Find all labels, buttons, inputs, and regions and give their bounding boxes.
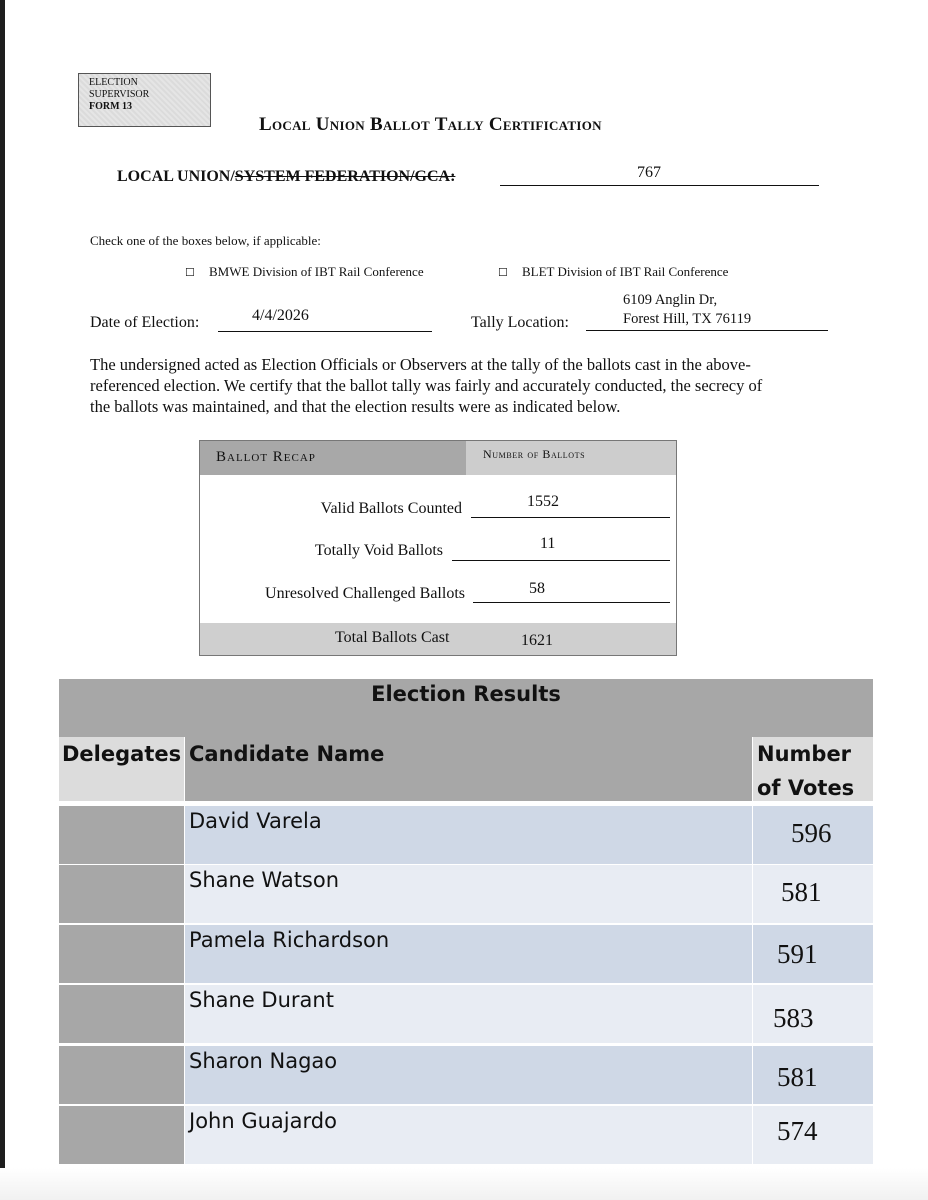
tally-location-label: Tally Location: — [471, 314, 569, 331]
table-row — [59, 985, 873, 1043]
column-header-delegates-label: Delegates — [62, 742, 182, 766]
table-row — [59, 925, 873, 983]
certification-text-line-1: The undersigned acted as Election Officials or Observers at the tally of the ballots cast in the above- — [90, 355, 751, 374]
local-union-label-main: LOCAL UNION/ — [117, 168, 235, 185]
recap-row-value-valid: 1552 — [527, 493, 559, 510]
election-date-label: Date of Election: — [90, 314, 200, 331]
table-row — [59, 806, 873, 864]
candidate-name: Sharon Nagao — [185, 1046, 752, 1104]
vote-count-cell — [753, 865, 873, 923]
recap-total-label: Total Ballots Cast — [335, 629, 450, 646]
recap-row-line-void — [452, 540, 670, 561]
column-header-candidate — [185, 737, 752, 801]
vote-count: 574 — [777, 1116, 818, 1146]
check-instruction: Check one of the boxes below, if applicable: — [90, 233, 321, 248]
ballot-recap-column-header — [466, 441, 676, 475]
local-union-value: 767 — [637, 164, 661, 181]
table-row — [59, 865, 873, 923]
delegate-cell — [59, 925, 184, 983]
recap-row-line-challenged — [473, 582, 670, 603]
delegate-cell — [59, 985, 184, 1043]
candidate-name: Shane Durant — [185, 985, 752, 1043]
vote-count-cell — [753, 985, 873, 1043]
vote-count-cell — [753, 1046, 873, 1104]
checkbox-blet[interactable]: ☐ — [498, 267, 508, 279]
delegate-cell — [59, 865, 184, 923]
recap-row-label-void: Totally Void Ballots — [314, 542, 443, 559]
table-row — [59, 1046, 873, 1104]
vote-count: 581 — [781, 877, 822, 907]
certification-text-line-2: referenced election. We certify that the ballot tally was fairly and accurately conducted, the secrecy of — [90, 376, 763, 395]
ballot-recap-column-header-label: Number of Ballots — [483, 447, 586, 461]
page-left-border — [0, 0, 5, 1200]
recap-total-value: 1621 — [521, 632, 553, 649]
candidate-name: David Varela — [185, 806, 752, 864]
ballot-recap-box — [199, 440, 677, 656]
recap-row-label-valid: Valid Ballots Counted — [320, 500, 462, 517]
vote-count-cell — [753, 925, 873, 983]
checkbox-bmwe[interactable]: ☐ — [185, 267, 195, 279]
candidate-name: Pamela Richardson — [185, 925, 752, 983]
local-union-label-struck: SYSTEM FEDERATION/GCA: — [234, 168, 456, 185]
candidate-name: John Guajardo — [185, 1106, 752, 1164]
candidate-name: Shane Watson — [185, 865, 752, 923]
certification-text — [90, 354, 842, 417]
delegate-cell — [59, 1106, 184, 1164]
vote-count: 581 — [777, 1062, 818, 1092]
delegate-cell — [59, 1046, 184, 1104]
vote-count-cell — [753, 806, 873, 864]
ballot-recap-header — [200, 441, 466, 475]
column-header-candidate-label: Candidate Name — [189, 742, 385, 766]
election-date-value: 4/4/2026 — [252, 307, 309, 324]
results-header — [59, 679, 873, 737]
vote-count-cell — [753, 1106, 873, 1164]
ballot-recap-total-row — [200, 623, 676, 655]
form-stamp — [78, 73, 211, 127]
local-union-label — [117, 168, 455, 186]
recap-row-value-challenged: 58 — [529, 580, 545, 597]
recap-row-line-valid — [471, 497, 670, 518]
column-header-votes — [753, 737, 873, 801]
column-header-votes-line-1: Number — [757, 742, 852, 766]
form-stamp-line-3: FORM 13 — [89, 101, 133, 112]
column-header-delegates — [59, 737, 184, 801]
form-stamp-line-1: ELECTION — [89, 77, 138, 88]
table-row — [59, 1106, 873, 1164]
recap-row-value-void: 11 — [540, 535, 556, 552]
vote-count: 596 — [791, 818, 832, 848]
tally-location-line-2: Forest Hill, TX 76119 — [623, 311, 752, 327]
document-title: Local Union Ballot Tally Certification — [259, 114, 602, 135]
delegate-cell — [59, 806, 184, 864]
column-header-votes-line-2: of Votes — [757, 776, 855, 800]
checkbox-bmwe-label: BMWE Division of IBT Rail Conference — [209, 264, 424, 279]
results-title: Election Results — [371, 682, 561, 706]
certification-text-line-3: the ballots was maintained, and that the election results were as indicated below. — [90, 397, 621, 416]
vote-count: 591 — [777, 939, 818, 969]
page-bottom-edge — [0, 1168, 928, 1200]
checkbox-blet-label: BLET Division of IBT Rail Conference — [522, 264, 729, 279]
vote-count: 583 — [773, 1003, 814, 1033]
election-date-line — [218, 311, 432, 332]
form-stamp-line-2: SUPERVISOR — [89, 89, 150, 100]
recap-row-label-challenged: Unresolved Challenged Ballots — [265, 585, 465, 602]
tally-location-line-1: 6109 Anglin Dr, — [623, 292, 718, 308]
ballot-recap-title: Ballot Recap — [216, 449, 316, 465]
